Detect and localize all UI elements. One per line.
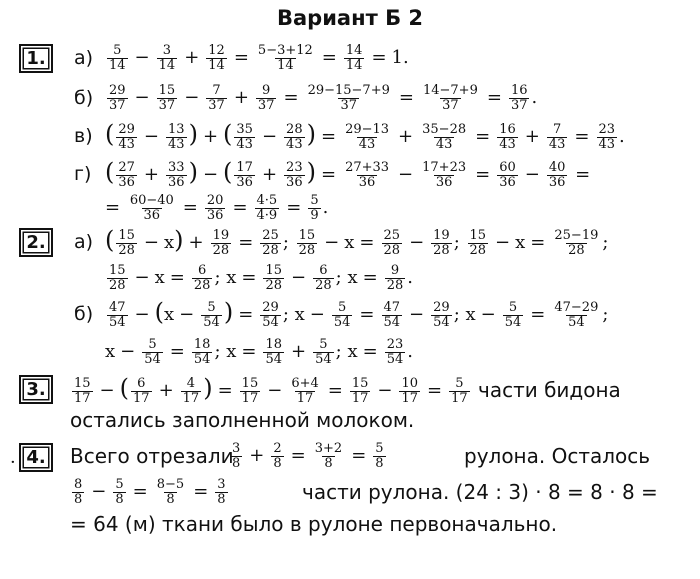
answer-text: = 64 (м) ткани было в рулоне первоначально. <box>70 512 558 536</box>
part-label-b: б) <box>74 87 94 109</box>
part-label-v: в) <box>74 125 93 147</box>
answer-text: остались заполненной молоком. <box>70 408 415 432</box>
task-number-3: 3. <box>19 375 53 404</box>
task-number-1: 1. <box>19 44 53 73</box>
math-expression: ( $\frac{15}{28}$ − x) + $\frac{19}{28}$ = $\frac{25}{28}$ ; $\frac{15}{28}$ − x = $\frac{25}{28}$ − $\frac{19}{28}$ ; $\frac{15}{28}$ − x = $\frac{25-19}{28}$ ; <box>105 226 609 258</box>
part-label-g: г) <box>74 163 92 185</box>
part-label-b: б) <box>74 303 94 325</box>
math-expression: $\frac{8}{8}$ − $\frac{5}{8}$ = $\frac{8-5}{8}$ = $\frac{3}{8}$ <box>74 476 226 507</box>
math-expression: $\frac{29}{37}$ − $\frac{15}{37}$ − $\frac{7}{37}$ + $\frac{9}{37}$ = $\frac{29-15-7+9}{37}$ = $\frac{14-7+9}{37}$ = $\frac{16}{37}$ . <box>109 82 538 113</box>
answer-text: части рулона. (24 : 3) · 8 = 8 · 8 = <box>302 480 658 504</box>
math-expression: $\frac{15}{17}$ − ( $\frac{6}{17}$ + $\frac{4}{17}$ ) = $\frac{15}{17}$ − $\frac{6+4}{17}$ = $\frac{15}{17}$ − $\frac{10}{17}$ = $\frac{5}{17}$ <box>74 374 468 406</box>
math-expression: = $\frac{60-40}{36}$ = $\frac{20}{36}$ = $\frac{4\cdot 5}{4\cdot 9}$ = $\frac{5}{9}$ . <box>105 192 329 223</box>
math-expression: $\frac{3}{8}$ + $\frac{2}{8}$ = $\frac{3+2}{8}$ = $\frac{5}{8}$ <box>232 440 384 471</box>
math-expression: x − $\frac{5}{54}$ = $\frac{18}{54}$ ; x = $\frac{18}{54}$ + $\frac{5}{54}$ ; x = $\frac{23}{54}$ . <box>105 336 413 367</box>
margin-mark: · <box>10 452 16 473</box>
task-number-4: 4. <box>19 443 53 472</box>
answer-text: Всего отрезали <box>70 444 234 468</box>
math-expression: $\frac{47}{54}$ − (x − $\frac{5}{54}$ ) = $\frac{29}{54}$ ; x − $\frac{5}{54}$ = $\frac{47}{54}$ − $\frac{29}{54}$ ; x − $\frac{5}{54}$ = $\frac{47-29}{54}$ ; <box>109 298 609 330</box>
math-expression: $\frac{5}{14}$ − $\frac{3}{14}$ + $\frac{12}{14}$ = $\frac{5-3+12}{14}$ = $\frac{14}{14}$ = 1. <box>109 42 409 73</box>
part-label-a: а) <box>74 231 94 253</box>
answer-text: части бидона <box>478 378 621 402</box>
answer-text: рулона. Осталось <box>464 444 651 468</box>
math-expression: ( $\frac{27}{36}$ + $\frac{33}{36}$ ) − ( $\frac{17}{36}$ + $\frac{23}{36}$ ) = $\frac{27+33}{36}$ − $\frac{17+23}{36}$ = $\frac{60}{36}$ − $\frac{40}{36}$ = <box>105 158 591 190</box>
page-title: Вариант Б 2 <box>276 6 423 30</box>
part-label-a: а) <box>74 47 94 69</box>
task-number-2: 2. <box>19 228 53 257</box>
math-expression: $\frac{15}{28}$ − x = $\frac{6}{28}$ ; x = $\frac{15}{28}$ − $\frac{6}{28}$ ; x = $\frac{9}{28}$ . <box>109 262 413 293</box>
math-expression: ( $\frac{29}{43}$ − $\frac{13}{43}$ ) + ( $\frac{35}{43}$ − $\frac{28}{43}$ ) = $\frac{29-13}{43}$ + $\frac{35-28}{43}$ = $\frac{16}{43}$ + $\frac{7}{43}$ = $\frac{23}{43}$ . <box>105 120 625 152</box>
